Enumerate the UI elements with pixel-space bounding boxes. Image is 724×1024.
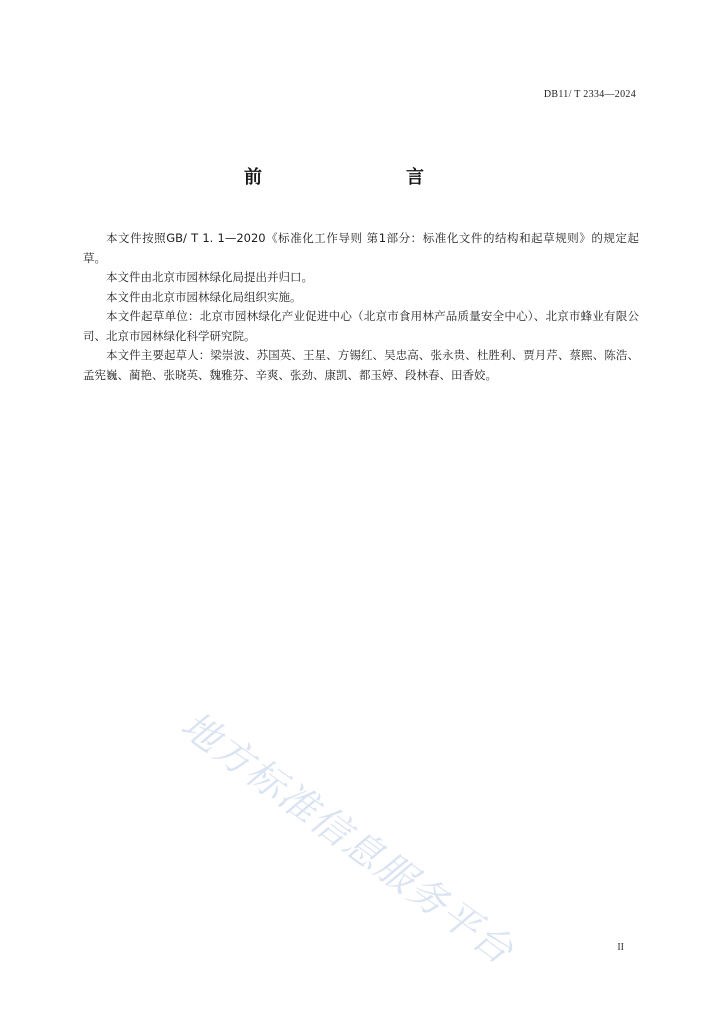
document-code: DB11/ T 2334—2024 (543, 89, 636, 100)
paragraph-implementer: 本文件由北京市园林绿化局组织实施。 (106, 289, 302, 304)
foreword-body (83, 229, 639, 385)
page-title: 前 言 (244, 167, 460, 188)
watermark: 地方标准信息服务平台 (173, 702, 523, 974)
paragraph-drafters: 本文件主要起草人：梁崇波、苏国英、王星、方锡红、吴忠高、张永贵、杜胜利、贾月芹、蔡熙、陈浩、孟宪巍、蔺艳、张晓英、魏雅芬、辛爽、张劲、康凯、都玉婷、段林春、田香姣。 (83, 348, 639, 382)
paragraph-proposer: 本文件由北京市园林绿化局提出并归口。 (106, 270, 313, 284)
paragraph-drafting-units: 本文件起草单位：北京市园林绿化产业促进中心（北京市食用林产品质量安全中心）、北京市蜂业有限公司、北京市园林绿化科学研究院。 (83, 309, 639, 343)
paragraph-drafting-rules: 本文件按照GB/ T 1. 1—2020《标准化工作导则 第1部分：标准化文件的结构和起草规则》的规定起草。 (83, 231, 639, 265)
page-number: II (617, 942, 624, 953)
